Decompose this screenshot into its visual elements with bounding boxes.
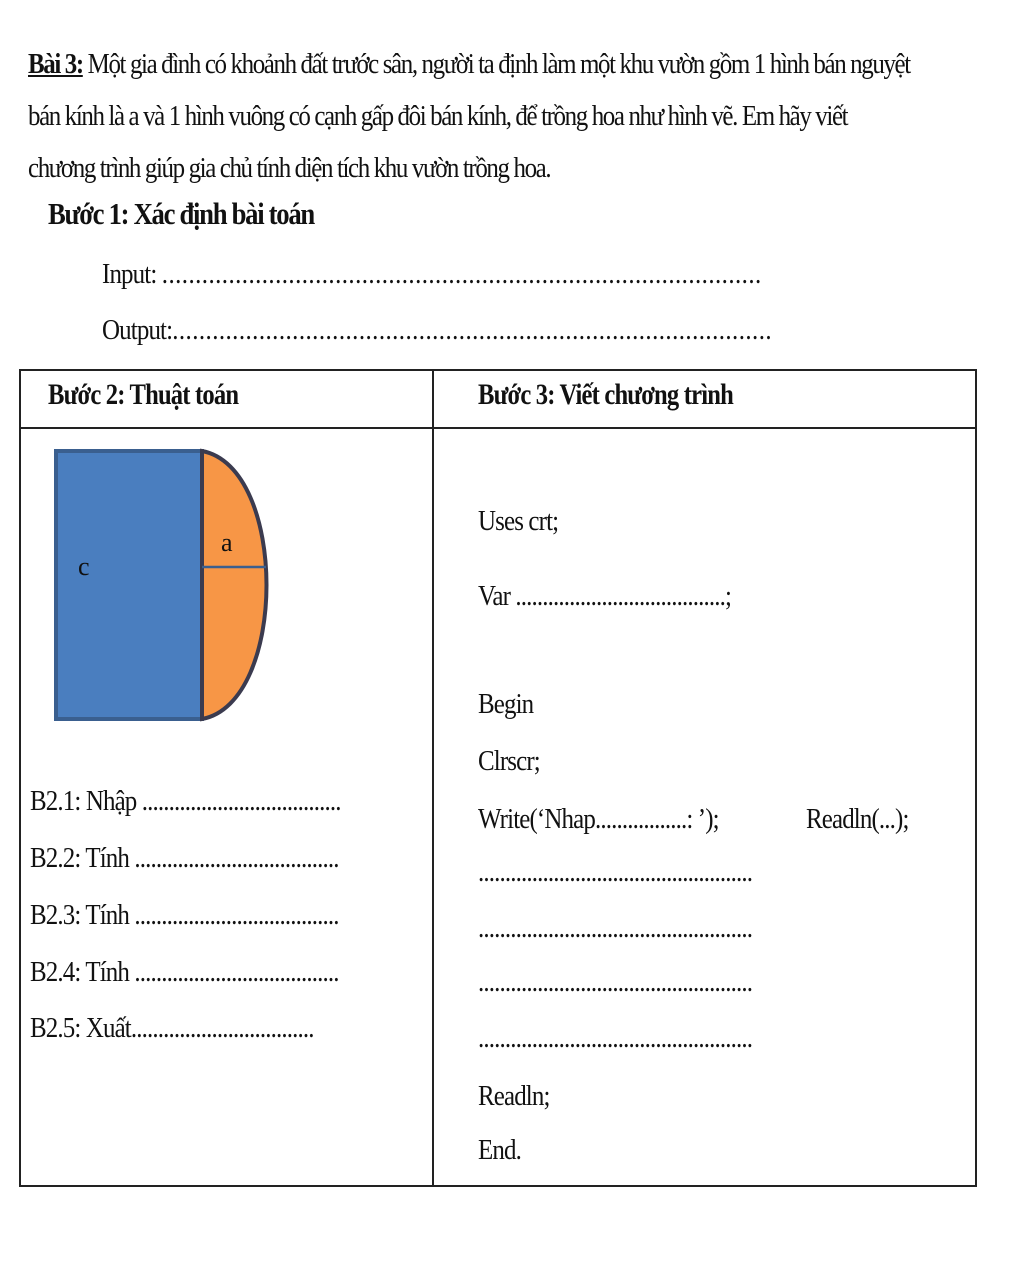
code-blank: ................................................... <box>478 1022 753 1054</box>
program-header: Bước 3: Viết chương trình <box>478 378 733 411</box>
algorithm-step: B2.1: Nhập ..................................... <box>30 785 341 817</box>
code-clrscr: Clrscr; <box>478 745 540 777</box>
algorithm-step: B2.4: Tính ...................................... <box>30 956 339 988</box>
problem-label: Bài 3: <box>28 48 83 80</box>
code-blank: ................................................... <box>478 966 753 998</box>
semicircle-shape <box>202 451 267 719</box>
code-blank: ................................................... <box>478 912 753 944</box>
table-column-divider <box>432 371 434 1185</box>
input-line <box>102 258 762 291</box>
code-readln-inline: Readln(...); <box>806 803 909 835</box>
code-blank: ................................................... <box>478 856 753 888</box>
output-line <box>102 314 772 347</box>
code-uses: Uses crt; <box>478 505 559 537</box>
code-readln: Readln; <box>478 1080 550 1112</box>
code-end: End. <box>478 1134 521 1166</box>
problem-line-2: bán kính là a và 1 hình vuông có cạnh gấp đôi bán kính, để trồng hoa như hình vẽ. Em hãy viết <box>28 100 848 132</box>
square-shape <box>56 451 202 719</box>
square-label: c <box>78 552 90 581</box>
step1-title: Bước 1: Xác định bài toán <box>48 196 314 231</box>
garden-figure <box>52 447 272 723</box>
radius-label: a <box>221 528 233 557</box>
output-blank: .......................................................................................... <box>172 314 773 346</box>
algorithm-step: B2.2: Tính ...................................... <box>30 842 339 874</box>
problem-statement <box>28 38 1013 194</box>
code-begin: Begin <box>478 688 534 720</box>
algorithm-header: Bước 2: Thuật toán <box>48 378 239 411</box>
table-header-divider <box>21 427 975 429</box>
algorithm-step: B2.3: Tính ...................................... <box>30 899 339 931</box>
code-var: Var .......................................; <box>478 580 732 612</box>
input-label: Input: <box>102 258 162 290</box>
code-write: Write(‘Nhap.................: ’); <box>478 803 719 835</box>
output-label: Output: <box>102 314 173 346</box>
problem-line-3: chương trình giúp gia chủ tính diện tích khu vườn trồng hoa. <box>28 152 551 184</box>
problem-line-1 <box>28 38 910 90</box>
problem-text-1: Một gia đình có khoảnh đất trước sân, người ta định làm một khu vườn gồm 1 hình bán nguyệt <box>82 48 910 80</box>
input-blank: .......................................................................................... <box>161 258 762 290</box>
algorithm-step: B2.5: Xuất.................................. <box>30 1012 314 1044</box>
